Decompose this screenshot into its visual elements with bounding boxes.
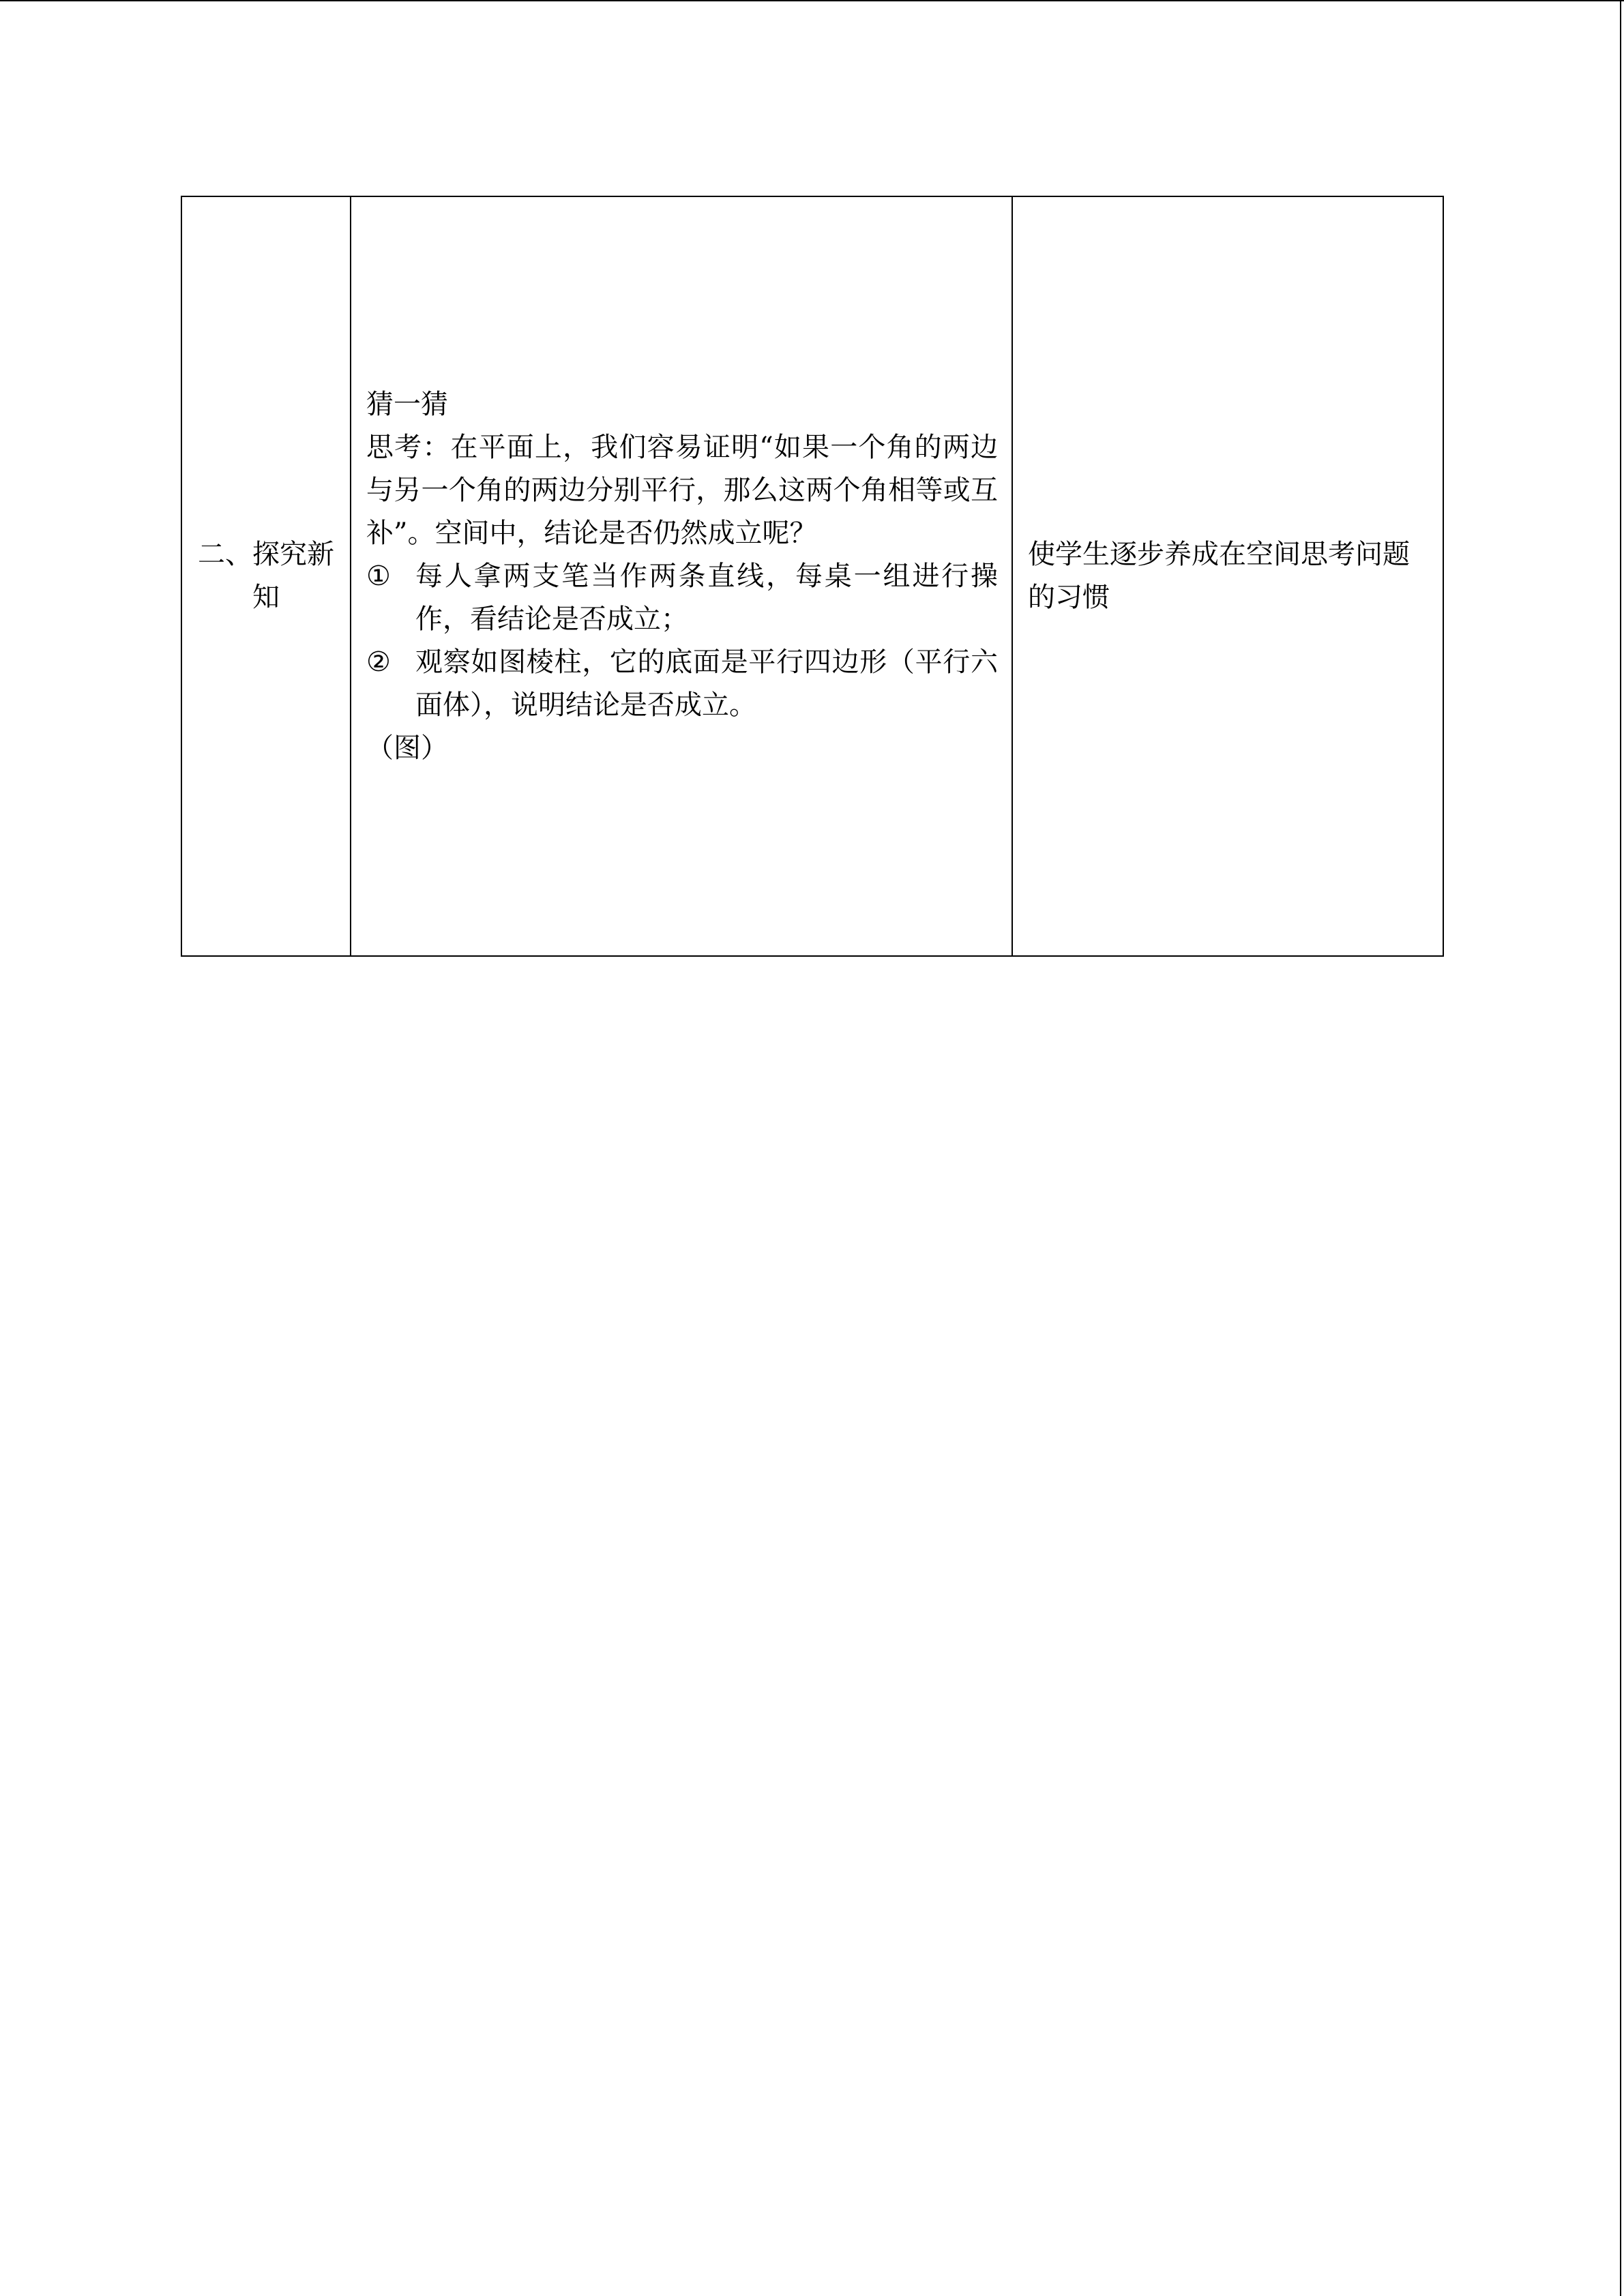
page-right-border xyxy=(1620,0,1621,2296)
page-top-border xyxy=(0,0,1624,1)
table-row xyxy=(181,196,1443,956)
list-item-text: 每人拿两支笔当作两条直线，每桌一组进行操作，看结论是否成立； xyxy=(415,560,998,635)
purpose-cell xyxy=(1012,196,1443,956)
list-item xyxy=(366,555,998,641)
list-item-number: ① xyxy=(366,560,391,592)
stage-label: 二、探究新知 xyxy=(198,539,334,613)
list-item-number: ② xyxy=(366,646,391,678)
stage-cell xyxy=(181,196,351,956)
lesson-plan-table xyxy=(181,196,1444,957)
content-cell xyxy=(351,196,1012,956)
figure-placeholder: （图） xyxy=(366,732,448,764)
content-heading: 猜一猜 xyxy=(366,388,448,420)
list-item-text: 观察如图棱柱，它的底面是平行四边形（平行六面体），说明结论是否成立。 xyxy=(415,646,998,721)
thinking-paragraph: 思考：在平面上，我们容易证明“如果一个角的两边与另一个角的两边分别平行，那么这两个角相等或互补”。空间中，结论是否仍然成立呢？ xyxy=(366,431,998,549)
content-body xyxy=(366,383,998,770)
purpose-text: 使学生逐步养成在空间思考问题的习惯 xyxy=(1028,539,1410,613)
list-item xyxy=(366,641,998,727)
